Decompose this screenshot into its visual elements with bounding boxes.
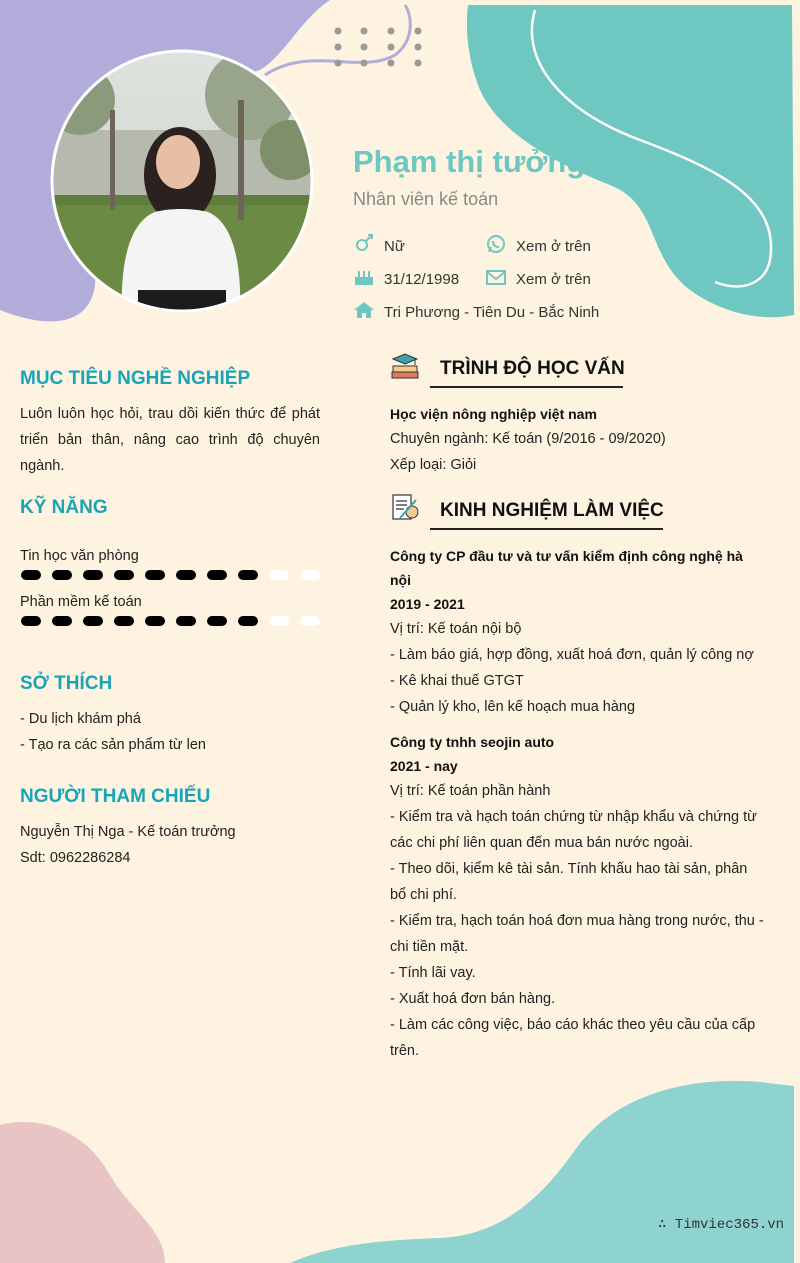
- objective-text: Luôn luôn học hỏi, trau dồi kiến thức để phát triển bản thân, nâng cao trình độ chuyên ngành.: [20, 406, 320, 474]
- objective-heading: MỤC TIÊU NGHỀ NGHIỆP: [20, 368, 251, 389]
- skill-dot-filled: [83, 616, 103, 626]
- job-details: Vị trí: Kế toán nội bộ - Làm báo giá, hợp đồng, xuất hoá đơn, quản lý công nợ - Kê khai thuế GTGT - Quản lý kho, lên kế hoạch mua hàng: [390, 621, 754, 715]
- email-value: Xem ở trên: [516, 271, 591, 288]
- education-grade: Xếp loại: Giỏi: [390, 457, 477, 473]
- company-name: Công ty CP đầu tư và tư vấn kiểm định công nghệ hà nội: [390, 548, 743, 588]
- skill-dot-filled: [145, 616, 165, 626]
- skill-dot-filled: [238, 570, 258, 580]
- skill-rating-bar: [20, 569, 320, 581]
- job-title: Nhân viên kế toán: [353, 189, 499, 209]
- address-value: Tri Phương - Tiên Du - Bắc Ninh: [384, 304, 600, 321]
- graduation-books-icon: [390, 350, 420, 380]
- skill-dot-filled: [238, 616, 258, 626]
- skills-heading: KỸ NĂNG: [20, 497, 108, 518]
- watermark: ∴ Timviec365.vn: [658, 1217, 785, 1233]
- skill-dot-filled: [114, 570, 134, 580]
- reference-heading: NGƯỜI THAM CHIẾU: [20, 786, 211, 807]
- phone-value: Xem ở trên: [516, 238, 591, 255]
- job-details: Vị trí: Kế toán phần hành - Kiểm tra và hạch toán chứng từ nhập khẩu và chứng từ các chi phí liên quan đến mua bán nước ngoài. - Theo dõi, kiểm kê tài sản. Tính khấu hao tài sản, phân bổ chi phí. - Kiểm tra, hạch toán hoá đơn mua hàng trong nước, thu - chi tiền mặt. - Tính lãi vay. - Xuất hoá đơn bán hàng. - Làm các công việc, báo cáo khác theo yêu cầu của cấp trên.: [390, 783, 764, 1059]
- home-icon: [353, 300, 375, 320]
- candidate-name: Phạm thị tưởng: [353, 144, 586, 179]
- skill-dot-filled: [83, 570, 103, 580]
- experience-heading: KINH NGHIỆM LÀM VIỆC: [440, 500, 664, 521]
- hobby-item: - Du lịch khám phá: [20, 711, 141, 727]
- skill-label: Phần mềm kế toán: [20, 594, 142, 610]
- skill-dot-filled: [176, 616, 196, 626]
- gender-icon: [353, 234, 375, 254]
- school-name: Học viện nông nghiệp việt nam: [390, 406, 597, 422]
- bottom-teal-blob: [290, 1081, 794, 1263]
- skill-dot-filled: [176, 570, 196, 580]
- gender-value: Nữ: [384, 238, 405, 255]
- hobbies-heading: SỞ THÍCH: [20, 673, 113, 694]
- skill-dot-empty: [269, 616, 289, 626]
- skill-dot-empty: [300, 616, 320, 626]
- job-period: 2019 - 2021: [390, 596, 465, 612]
- work-document-icon: [390, 492, 420, 522]
- hobby-item: - Tạo ra các sản phẩm từ len: [20, 737, 206, 753]
- skill-dot-filled: [52, 570, 72, 580]
- skill-dot-empty: [300, 570, 320, 580]
- skill-label: Tin học văn phòng: [20, 548, 139, 564]
- education-major: Chuyên ngành: Kế toán (9/2016 - 09/2020): [390, 431, 666, 447]
- skill-dot-filled: [21, 616, 41, 626]
- skill-dot-filled: [52, 616, 72, 626]
- pink-blob: [0, 1122, 165, 1263]
- reference-info: Nguyễn Thị Nga - Kế toán trưởng Sdt: 0962286284: [20, 824, 236, 866]
- skill-dot-empty: [269, 570, 289, 580]
- education-heading: TRÌNH ĐỘ HỌC VẤN: [440, 358, 625, 379]
- job-period: 2021 - nay: [390, 758, 458, 774]
- whatsapp-icon: [485, 234, 507, 254]
- education-divider: [430, 386, 623, 388]
- company-name: Công ty tnhh seojin auto: [390, 734, 555, 750]
- envelope-icon: [485, 267, 507, 287]
- hobbies-list: [20, 706, 206, 758]
- experience-divider: [430, 528, 663, 530]
- skill-rating-bar: [20, 615, 320, 627]
- skill-dot-filled: [207, 616, 227, 626]
- skill-dot-filled: [21, 570, 41, 580]
- birthday-cake-icon: [353, 267, 375, 287]
- skill-dot-filled: [114, 616, 134, 626]
- birthday-value: 31/12/1998: [384, 271, 460, 288]
- skill-dot-filled: [207, 570, 227, 580]
- skill-dot-filled: [145, 570, 165, 580]
